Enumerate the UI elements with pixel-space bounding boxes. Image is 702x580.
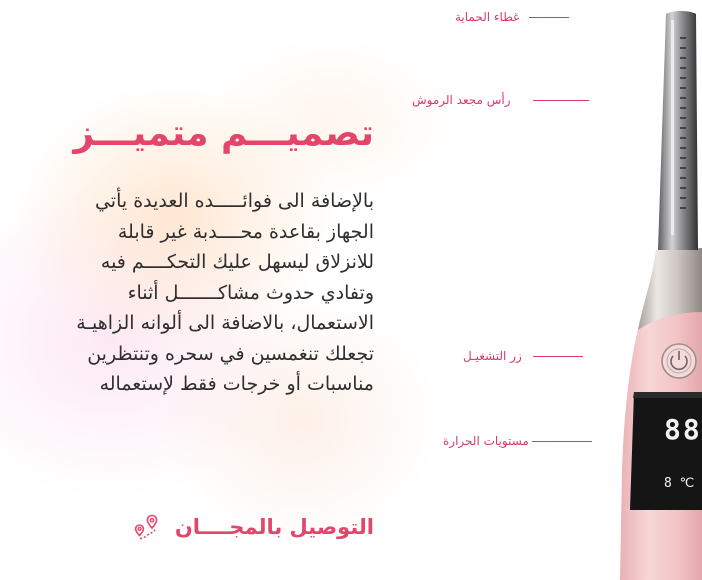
- map-route-pin-icon: [131, 512, 161, 542]
- annotation-power-line: [533, 356, 583, 357]
- temperature-display: [630, 392, 702, 510]
- description-line: وتفادي حدوث مشاكـــــــل أثناء: [127, 281, 374, 304]
- description-line: تجعلك تنغمسين في سحره وتنتظرين: [87, 342, 374, 365]
- description-line: بالإضافة الى فوائـــــده العديدة يأتي: [94, 190, 374, 212]
- annotation-head-label: رأس مجعد الرموش: [412, 93, 511, 107]
- description-line: للانزلاق ليسهل عليك التحكــــم فيه: [100, 251, 374, 273]
- annotation-temperature-label: مستويات الحرارة: [443, 434, 529, 448]
- annotation-temperature-line: [532, 441, 592, 442]
- eyelash-curler-illustration: [600, 0, 702, 580]
- free-delivery-label: التوصيل بالمجــــان: [174, 515, 374, 539]
- annotation-cap-label: غطاء الحماية: [455, 10, 520, 24]
- annotation-cap: [455, 10, 569, 24]
- free-delivery: [131, 509, 374, 545]
- annotation-cap-line: [529, 17, 569, 18]
- temperature-display-digits: 88: [664, 414, 702, 446]
- eyelash-curler-device: [600, 0, 702, 580]
- annotation-power-label: زر التشغيـل: [463, 349, 522, 363]
- device-head: [658, 11, 698, 250]
- annotation-temperature: [443, 434, 592, 448]
- description-line: مناسبات أو خرجات فقط لإستعماله: [99, 373, 374, 395]
- description-line: الاستعمال، بالاضافة الى ألوانه الزاهيـة: [76, 312, 374, 334]
- feature-description: [14, 186, 374, 400]
- annotation-power: [463, 349, 583, 363]
- device-head-highlight: [671, 20, 674, 235]
- annotation-head: [412, 93, 589, 107]
- annotation-head-line: [533, 100, 589, 101]
- description-line: الجهاز بقاعدة محــــدبة غير قابلة: [117, 220, 374, 243]
- feature-title: تصميـــم متميـــز: [73, 113, 374, 154]
- temperature-display-symbol: 8 ℃: [664, 476, 695, 491]
